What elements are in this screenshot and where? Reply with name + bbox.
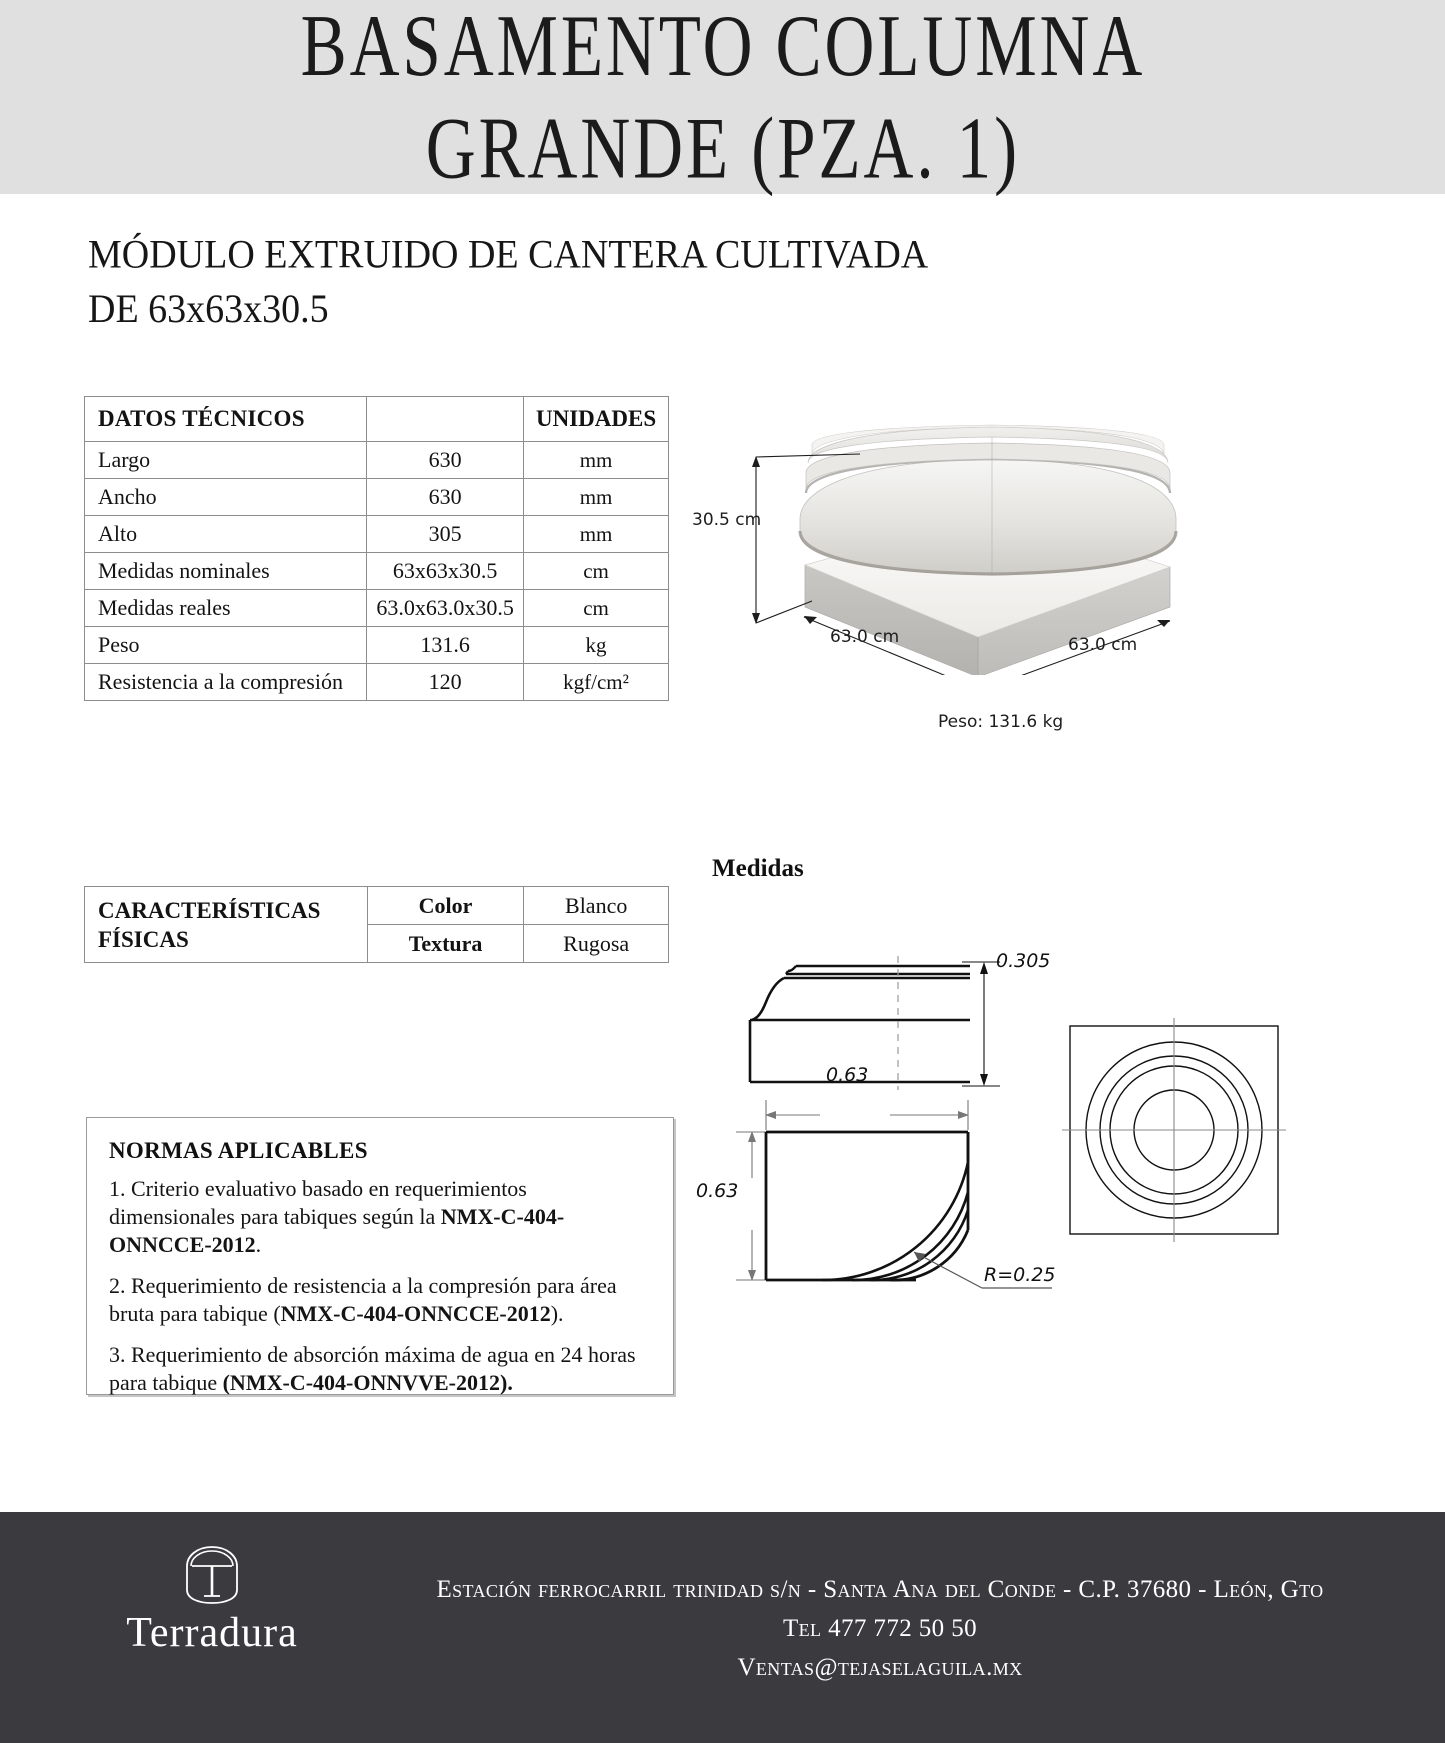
norm-text-before: 2. Requerimiento de resistencia a la compresión para área bruta para tabique (: [109, 1273, 617, 1326]
table-row: [85, 627, 669, 664]
phys-row-value: Rugosa: [524, 925, 669, 963]
phys-header-label: CARACTERÍSTICAS FÍSICAS: [85, 887, 368, 963]
tech-row-unit: cm: [524, 553, 669, 590]
contact-phone: Tel 477 772 50 50: [782, 1615, 978, 1642]
contact-info: [360, 1570, 1400, 1687]
plan-height-label: 0.63: [696, 1180, 739, 1202]
norm-standard-code: NMX-C-404-ONNCCE-2012: [109, 1204, 565, 1257]
render-width-left-label: 63.0 cm: [830, 627, 900, 647]
norm-text-after: ).: [550, 1301, 564, 1326]
table-row: [85, 664, 669, 701]
plan-width-dimension: [765, 1100, 969, 1130]
tech-row-label: Medidas reales: [85, 590, 367, 627]
tech-row-value: 131.6: [367, 627, 524, 664]
norm-item: [109, 1272, 651, 1328]
elevation-height-label: 0.305: [996, 950, 1051, 972]
company-name: Terradura: [126, 1610, 298, 1656]
phys-row-value: Blanco: [524, 887, 669, 925]
render-height-label: 30.5 cm: [692, 510, 762, 530]
tech-header-label: DATOS TÉCNICOS: [85, 397, 367, 442]
page-footer: [0, 1512, 1445, 1743]
measurements-heading: Medidas: [712, 855, 804, 882]
plan-view-drawing: [766, 1132, 968, 1280]
tech-row-value: 630: [367, 479, 524, 516]
tech-row-value: 120: [367, 664, 524, 701]
tech-row-value: 63.0x63.0x30.5: [367, 590, 524, 627]
tech-row-unit: cm: [524, 590, 669, 627]
norm-text-after: .: [255, 1232, 262, 1257]
document-header-band: [0, 0, 1445, 198]
terradura-monogram-icon: [181, 1544, 243, 1606]
render-width-right-label: 63.0 cm: [1068, 635, 1138, 655]
table-row: [85, 887, 669, 925]
contact-email: Ventas@tejaselaguila.mx: [737, 1654, 1023, 1681]
tech-row-label: Alto: [85, 516, 367, 553]
norm-standard-code: NMX-C-404-ONNCCE-2012: [280, 1301, 551, 1326]
weight-note: Peso: 131.6 kg: [938, 712, 1064, 732]
product-subtitle-line2: DE 63x63x30.5: [88, 286, 329, 332]
contact-address: Estación ferrocarril trinidad s/n - Santa Ana del Conde - C.P. 37680 - León, Gto: [436, 1576, 1324, 1603]
tech-row-label: Medidas nominales: [85, 553, 367, 590]
tech-row-unit: mm: [524, 442, 669, 479]
monogram-svg: [181, 1544, 243, 1606]
tech-header-unit: UNIDADES: [524, 397, 669, 442]
elevation-height-dimension: [962, 962, 1000, 1086]
product-3d-render: [692, 415, 1220, 675]
phys-row-key: Textura: [367, 925, 524, 963]
tech-row-label: Peso: [85, 627, 367, 664]
product-subtitle-line1: MÓDULO EXTRUIDO DE CANTERA CULTIVADA: [88, 232, 929, 278]
norm-standard-code: (NMX-C-404-ONNVVE-2012).: [222, 1370, 513, 1395]
technical-data-table: [84, 396, 669, 701]
render-svg: [700, 415, 1220, 675]
page-title-line1: BASAMENTO COLUMNA: [300, 0, 1145, 95]
page-title: [300, 0, 1145, 199]
norm-text-before: 3. Requerimiento de absorción máxima de agua en 24 horas para tabique: [109, 1342, 636, 1395]
page-title-line2: GRANDE (PZA. 1): [425, 99, 1020, 198]
tech-row-label: Resistencia a la compresión: [85, 664, 367, 701]
product-subtitle: [88, 228, 1088, 337]
table-row: [85, 516, 669, 553]
tech-row-unit: mm: [524, 516, 669, 553]
table-row: [85, 553, 669, 590]
technical-drawings: [696, 940, 1445, 1310]
tech-header-value: [367, 397, 524, 442]
tech-row-unit: kg: [524, 627, 669, 664]
drawings-svg: [700, 940, 1445, 1310]
applicable-norms-box: [86, 1117, 674, 1395]
norm-text-before: 1. Criterio evaluativo basado en requerimientos dimensionales para tabiques según la: [109, 1176, 527, 1229]
circular-plan-detail: [1062, 1018, 1286, 1242]
company-logo: [62, 1544, 362, 1656]
phys-row-key: Color: [367, 887, 524, 925]
tech-row-label: Ancho: [85, 479, 367, 516]
tech-row-value: 63x63x30.5: [367, 553, 524, 590]
table-row: [85, 442, 669, 479]
table-row: [85, 479, 669, 516]
plan-width-label: 0.63: [826, 1064, 869, 1086]
norms-title: NORMAS APLICABLES: [109, 1138, 368, 1163]
table-row: [85, 590, 669, 627]
norm-item: [109, 1341, 651, 1397]
radius-label: R=0.25: [984, 1264, 1056, 1286]
table-header-row: [85, 397, 669, 442]
tech-row-unit: kgf/cm²: [524, 664, 669, 701]
tech-row-value: 305: [367, 516, 524, 553]
tech-row-label: Largo: [85, 442, 367, 479]
physical-characteristics-table: [84, 886, 669, 963]
tech-row-unit: mm: [524, 479, 669, 516]
norm-item: [109, 1175, 651, 1259]
tech-row-value: 630: [367, 442, 524, 479]
